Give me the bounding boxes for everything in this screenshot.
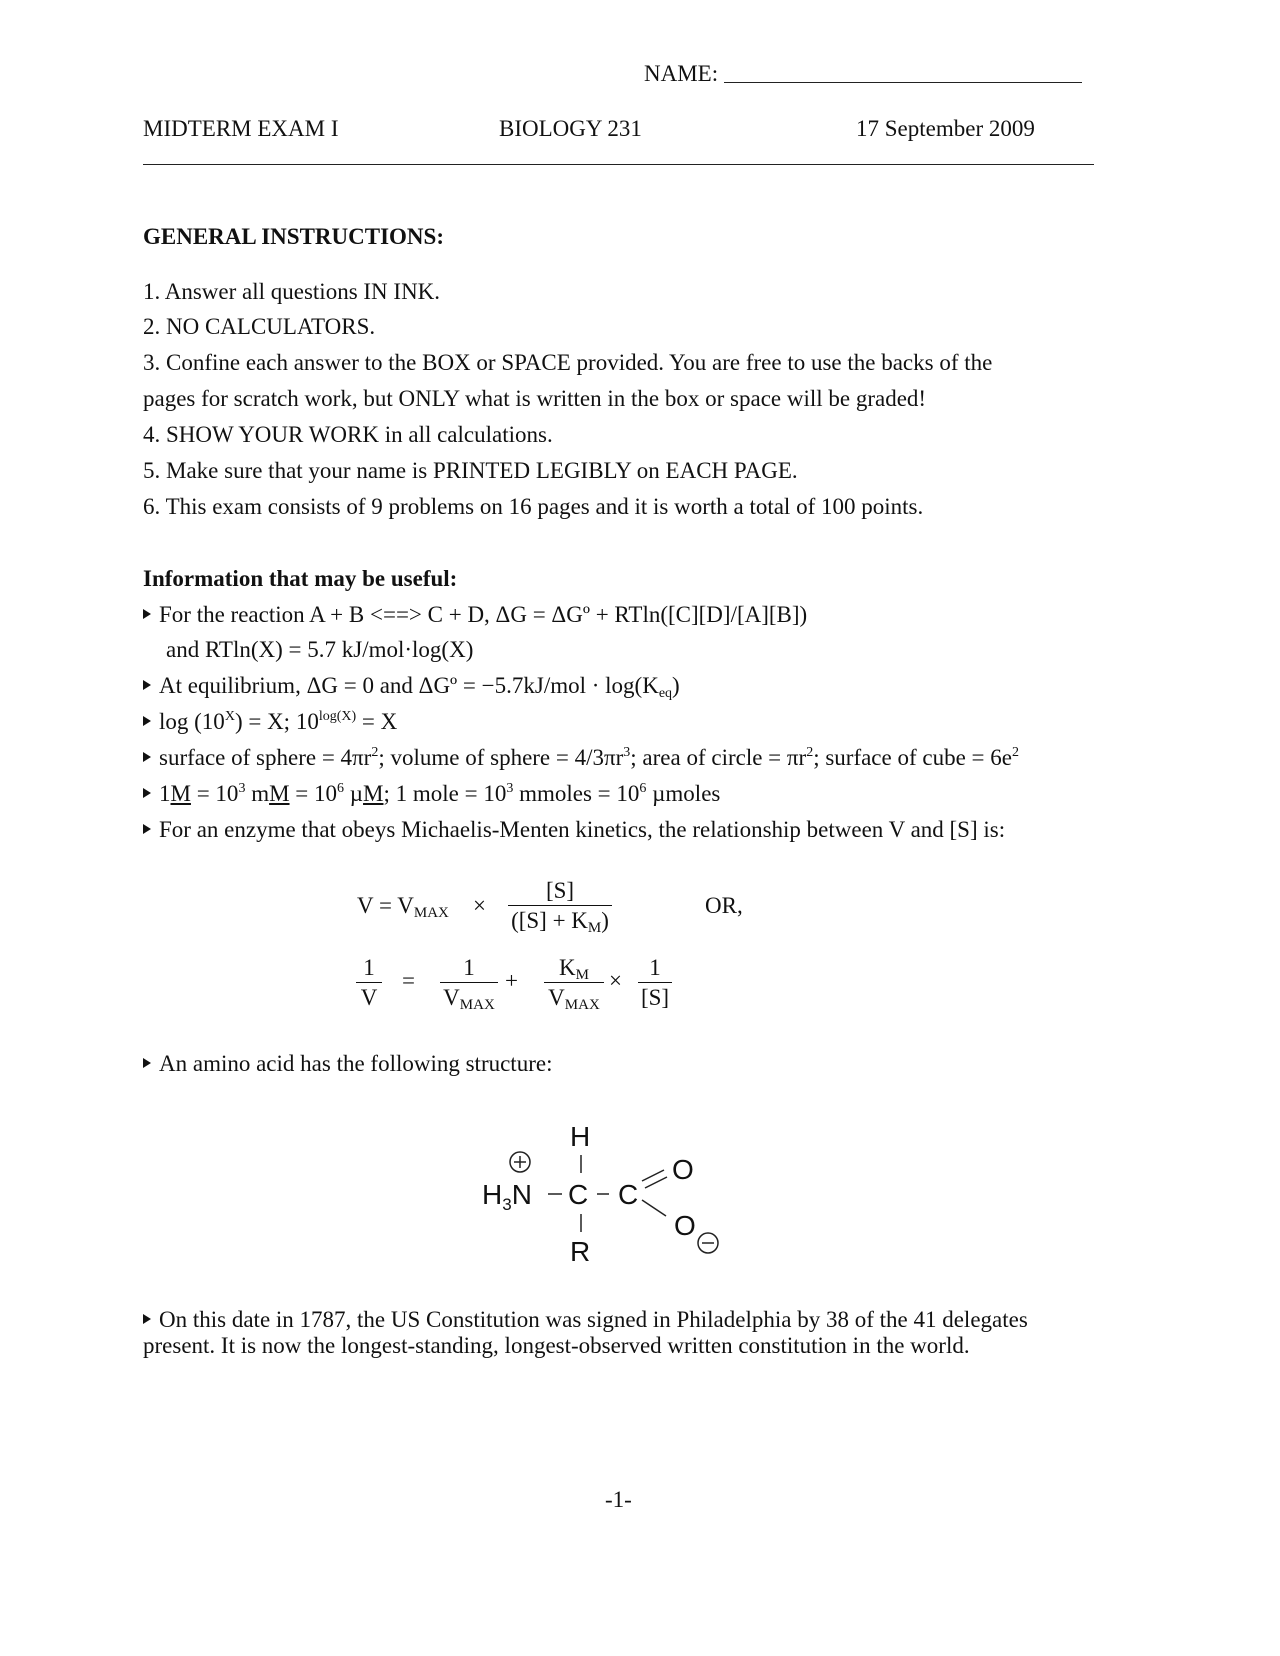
bullet-icon <box>143 1314 151 1324</box>
carboxyl-carbon: C <box>618 1179 639 1210</box>
reciprocal-s: $\frac{1}{[S]}$ <box>638 955 672 1012</box>
instruction-item: 2. NO CALCULATORS. <box>143 314 376 339</box>
mm-equation-lhs: $V = V_{MAX}$ <box>357 893 449 921</box>
bullet-icon <box>143 680 151 690</box>
r-group: R <box>570 1236 591 1267</box>
bullet-icon <box>143 788 151 798</box>
instructions-heading: GENERAL INSTRUCTIONS: <box>143 224 444 249</box>
bullet-icon <box>143 1058 151 1068</box>
bullet-icon <box>143 609 151 619</box>
times-sign: × <box>473 893 486 918</box>
rtln-line: and RTln(X) = 5.7 kJ/mol·log(X) <box>166 637 474 662</box>
history-note-line-2: present. It is now the longest-standing, longest-observed written constitution in the world. <box>143 1333 970 1358</box>
times-sign: × <box>609 968 622 993</box>
info-heading: Information that may be useful: <box>143 566 458 591</box>
amino-acid-structure <box>480 1118 740 1278</box>
geometry-line: surface of sphere = $4\pi r^2$; volume of sphere = $4/3\pi r^3$; area of circle = $\pi r^2$; surface of cube = $6e^2$ <box>143 746 1019 769</box>
reaction-line: For the reaction A + B <==> C + D, ΔG = ΔGº + RTln([C][D]/[A][B]) <box>143 603 807 626</box>
instruction-item: pages for scratch work, but ONLY what is written in the box or space will be graded! <box>143 386 927 411</box>
mm-fraction: $\frac{[S]}{([S] + K_M)}$ <box>508 878 612 935</box>
history-note-line-1: On this date in 1787, the US Constitution was signed in Philadelphia by 38 of the 41 delegates <box>143 1308 1028 1331</box>
atom-h: H <box>570 1121 591 1152</box>
log-line: $\log (10^X) = X$; $10^{log(X)} = X$ <box>143 710 397 733</box>
equilibrium-line: At equilibrium, ΔG = 0 and ΔGº = $-5.7kJ/mol \cdot \log(K_{eq})$ <box>143 674 680 697</box>
km-over-vmax: $K_M$ $V_{MAX}$ <box>544 955 604 1012</box>
mm-line: For an enzyme that obeys Michaelis-Menten kinetics, the relationship between V and [S] is: <box>143 818 1005 841</box>
page-number: -1- <box>605 1487 632 1512</box>
instruction-item: 1. Answer all questions IN INK. <box>143 279 441 304</box>
units-line: $1M = 10^3$ mM = $10^6$ µM; 1 mole = $10^3$ mmoles = $10^6$ µmoles <box>143 782 720 805</box>
header-divider <box>143 164 1094 165</box>
exam-title: MIDTERM EXAM I <box>143 116 339 141</box>
carboxylate-oxygen: O <box>674 1210 696 1241</box>
bullet-icon <box>143 824 151 834</box>
instruction-item: 4. SHOW YOUR WORK in all calculations. <box>143 422 553 447</box>
instruction-item: 5. Make sure that your name is PRINTED LEGIBLY on EACH PAGE. <box>143 458 798 483</box>
single-bond-c-o <box>642 1200 666 1216</box>
reciprocal-vmax: 1 $V_{MAX}$ <box>440 955 498 1012</box>
carbonyl-oxygen: O <box>672 1154 694 1185</box>
amino-group: $H_3N$ <box>482 1179 532 1214</box>
name-label: NAME: <box>644 61 719 86</box>
bullet-icon <box>143 716 151 726</box>
or-label: OR, <box>705 893 743 918</box>
plus-sign: + <box>505 968 518 993</box>
amino-line: An amino acid has the following structure: <box>143 1052 552 1075</box>
bullet-icon <box>143 752 151 762</box>
equals-sign: = <box>402 968 415 993</box>
alpha-carbon: C <box>568 1179 589 1210</box>
course-title: BIOLOGY 231 <box>499 116 642 141</box>
name-line[interactable] <box>724 82 1082 83</box>
instruction-item: 6. This exam consists of 9 problems on 16 pages and it is worth a total of 100 points. <box>143 494 924 519</box>
instruction-item: 3. Confine each answer to the BOX or SPACE provided. You are free to use the backs of the <box>143 350 993 375</box>
reciprocal-v: $\frac{1}{V}$ <box>356 955 382 1012</box>
exam-date: 17 September 2009 <box>856 116 1035 141</box>
